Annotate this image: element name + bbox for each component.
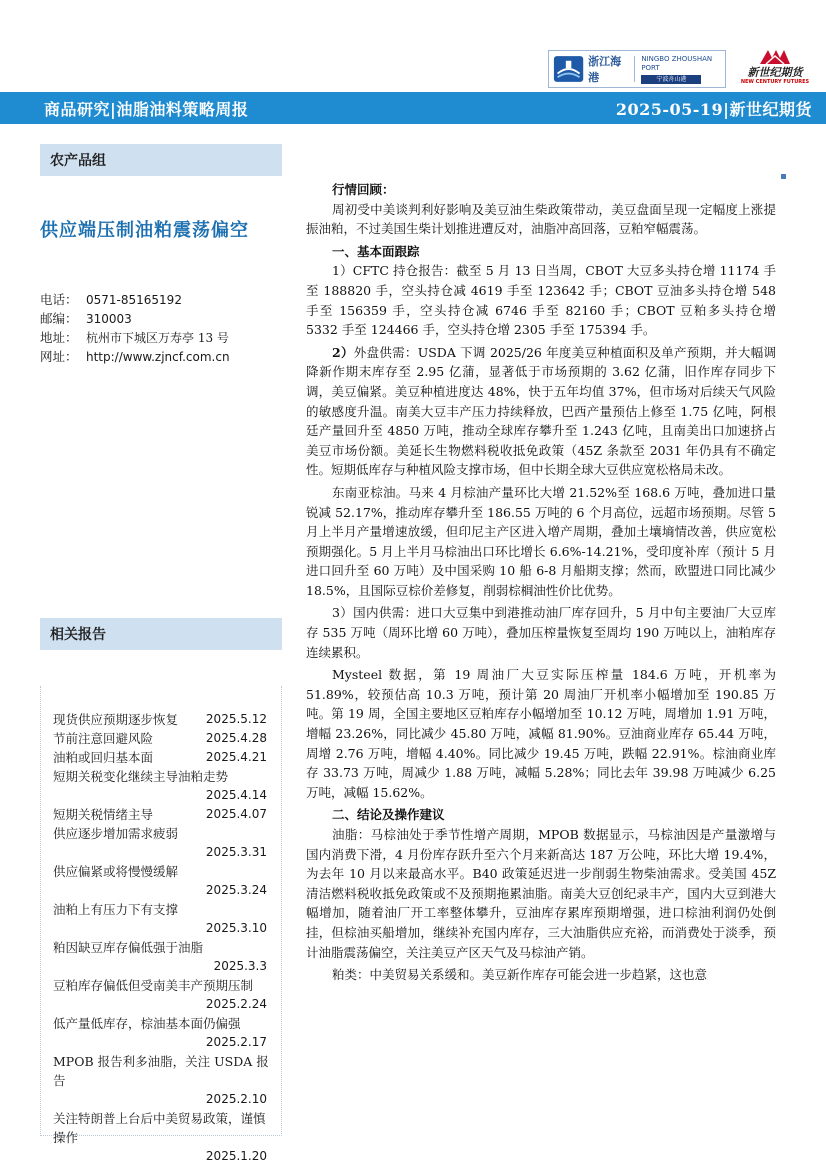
list-item[interactable]: MPOB 报告利多油脂，关注 USDA 报告 2025.2.10 [53, 1054, 269, 1106]
list-item[interactable]: 油粕或回归基本面 2025.4.21 [53, 750, 267, 765]
palm-oil-paragraph: 东南亚棕油。马来 4 月棕油产量环比大增 21.52%至 168.6 万吨，叠加进口量锐减 52.17%，推动库存攀升至 186.55 万吨的 6 个月高位，远超市场预期。尽管 5 月上半月产量增速放缓，但印尼主产区进入增产周期，叠加土壤墒情改善，供应宽松预期强化。5 月上半月马棕油出口环比增长 6.6%-14.21%，受印度补库（预计 5 月进口回升至 60 万吨）及中国采购 10 船 6-8 月船期支撑；然而，欧盟进口同比减少 18.5%，且国际豆棕价差修复，削弱棕榈油性价比优势。 [306, 484, 776, 598]
decorative-dot [781, 174, 786, 179]
section-fundamentals-heading: 一、基本面跟踪 [332, 243, 420, 259]
ningbo-port-bar [641, 75, 701, 84]
oils-conclusion-paragraph: 油脂：马棕油处于季节性增产周期，MPOB 数据显示，马棕油因是产量激增与国内消费下滑，4 月份库存跃升至六个月来新高达 187 万公吨，环比大增 19.4%，为去年 10 月以来最高水平。B40 政策延迟进一步削弱生物柴油需求。受美国 45Z 清洁燃料税收抵免政策或不及预期拖累油脂。南美大豆创纪录丰产，国内大豆到港大幅增加，随着油厂开工率整体攀升，豆油库存累库预期增强，进口棕油利润仍处倒挂，但棕油买船增加，继续补充国内库存，三大油脂供应充裕，而消费处于淡季，预计油脂震荡偏空，关注美豆产区天气及马棕油产销。 [306, 827, 776, 960]
new-century-logo [736, 48, 814, 90]
meal-conclusion-paragraph: 粕类：中美贸易关系缓和。美豆新作库存可能会进一步趋紧，这也意 [332, 967, 708, 983]
mysteel-data-paragraph: Mysteel 数据，第 19 周油厂大豆实际压榨量 184.6 万吨，开机率为 51.89%，较预估高 10.3 万吨，预计第 20 周油厂开机率小幅增加至 190.85 万吨。第 19 周，全国主要地区豆粕库存小幅增加至 10.12 万吨，周增加 1.91 万吨，增幅 23.26%，同比减少 45.80 万吨，减幅 81.90%。豆油商业库存 65.44 万吨，周增 2.76 万吨，增幅 4.40%。同比减少 19.45 万吨，跌幅 22.91%。棕油商业库存 33.73 万吨，周减少 1.88 万吨，减幅 5.28%；同比去年 39.98 万吨减少 6.25 万吨，减幅 15.62%。 [306, 667, 776, 800]
logo-divider [634, 56, 635, 82]
new-century-en: NEW CENTURY FUTURES [740, 79, 810, 85]
new-century-cn: 新世纪期货 [747, 66, 803, 79]
port-emblem-icon [553, 54, 584, 84]
related-reports-list [40, 686, 282, 1163]
title-band [0, 92, 826, 124]
list-item[interactable]: 供应偏紧或将慢慢缓解 2025.3.24 [53, 864, 267, 897]
overseas-supply-index: 2） [332, 344, 354, 360]
new-century-emblem-icon [758, 48, 792, 66]
header-logos [548, 46, 814, 92]
list-item[interactable]: 油粕上有压力下有支撑 2025.3.10 [53, 902, 267, 935]
group-header: 农产品组 [40, 144, 282, 176]
market-review-heading: 行情回顾： [332, 182, 395, 197]
contact-phone: 电话： 0571-85165192 [40, 292, 182, 307]
zhejiang-port-logo [548, 50, 726, 88]
report-date-publisher: 2025-05-19|新世纪期货 [615, 99, 812, 119]
contact-website[interactable]: 网址： http://www.zjncf.com.cn [40, 349, 230, 364]
list-item[interactable]: 关注特朗普上台后中美贸易政策，谨慎操作 2025.1.20 [53, 1111, 267, 1163]
list-item[interactable]: 粕因缺豆库存偏低强于油脂 2025.3.3 [53, 940, 267, 973]
list-item[interactable]: 供应逐步增加需求疲弱 2025.3.31 [53, 826, 267, 859]
ningbo-port-en: NINGBO ZHOUSHAN PORT [641, 54, 713, 72]
report-category: 商品研究|油脂油料策略周报 [44, 99, 249, 119]
ningbo-port-block [641, 55, 725, 84]
domestic-supply-paragraph: 3）国内供需：进口大豆集中到港推动油厂库存回升，5 月中旬主要油厂大豆库存 535 万吨（周环比增 60 万吨），叠加压榨量恢复至周均 190 万吨以上，油粕库存连续累积。 [306, 605, 776, 660]
contact-info [40, 290, 230, 366]
report-body [306, 180, 776, 985]
zhejiang-port-text: 浙江海港 [588, 55, 622, 84]
list-item[interactable]: 节前注意回避风险 2025.4.28 [53, 731, 267, 746]
list-item[interactable]: 现货供应预期逐步恢复 2025.5.12 [53, 712, 267, 727]
cftc-paragraph: 1）CFTC 持仓报告：截至 5 月 13 日当周，CBOT 大豆多头持仓增 11174 手至 188820 手，空头持仓减 4619 手至 123642 手；CBOT 豆油多头持仓增 548 手至 156359 手，空头持仓减 6746 手至 82160 手；CBOT 豆粕多头持仓增 5332 手至 124466 手，空头持仓增 2305 手至 175394 手。 [306, 263, 776, 338]
list-item[interactable]: 低产量低库存，棕油基本面仍偏强 2025.2.17 [53, 1016, 267, 1049]
overseas-supply-paragraph: 2）外盘供需：USDA 下调 2025/26 年度美豆种植面积及单产预期，并大幅调降新作期末库存至 2.95 亿蒲，显著低于市场预期的 3.62 亿蒲，旧作库存同步下调，美豆偏紧。美豆种植进度达 48%，快于五年均值 37%，但市场对后续天气风险的敏感度升温。南美大豆丰产压力持续释放，巴西产量预估上修至 1.75 亿吨，阿根廷产量回升至 4850 万吨，推动全球库存攀升至 1.243 亿吨，且南美出口加速挤占美豆市场份额。美延长生物燃料税收抵免政策（45Z 条款至 2031 年仍具有不确定性。短期低库存与种植风险支撑市场，但中长期全球大豆供应宽松格局未改。 [306, 344, 777, 478]
section-conclusion-heading: 二、结论及操作建议 [332, 807, 445, 823]
related-reports-header: 相关报告 [40, 618, 282, 650]
market-review-text: 周初受中美谈判利好影响及美豆油生柴政策带动，美豆盘面呈现一定幅度上涨提振油粕，不过美国生柴计划推进遭反对，油脂冲高回落，豆粕窄幅震荡。 [306, 201, 776, 237]
list-item[interactable]: 短期关税情绪主导 2025.4.07 [53, 807, 267, 822]
contact-postcode: 邮编： 310003 [40, 311, 132, 326]
contact-address: 地址： 杭州市下城区万寿亭 13 号 [40, 330, 229, 345]
ningbo-port-cn: 宁波舟山港 [656, 75, 687, 83]
list-item[interactable]: 短期关税变化继续主导油粕走势 2025.4.14 [53, 769, 267, 802]
report-title: 供应端压制油粕震荡偏空 [40, 220, 249, 241]
list-item[interactable]: 豆粕库存偏低但受南美丰产预期压制 2025.2.24 [53, 978, 267, 1011]
